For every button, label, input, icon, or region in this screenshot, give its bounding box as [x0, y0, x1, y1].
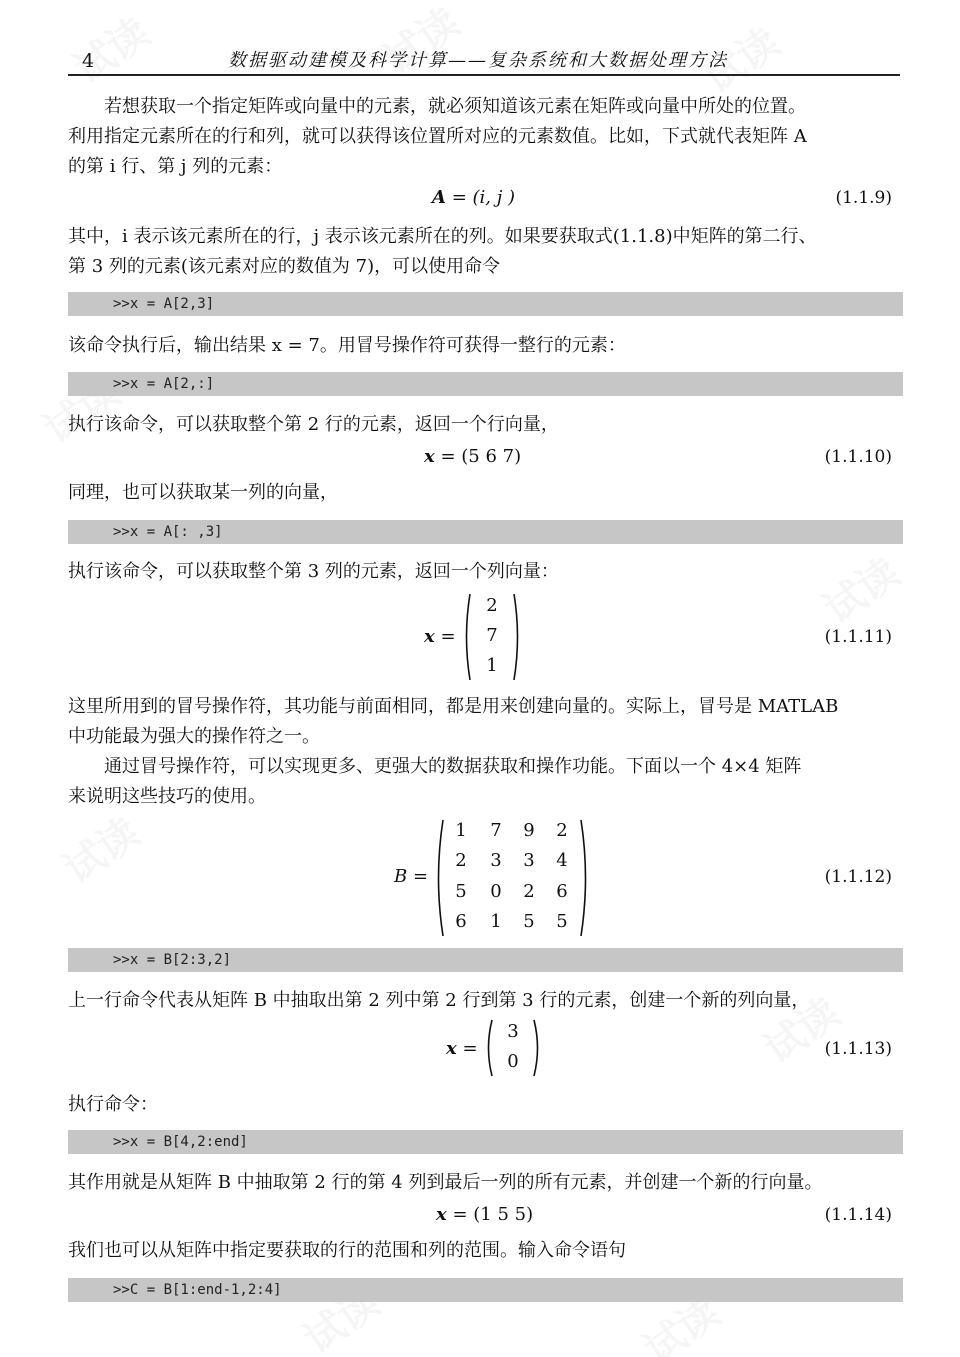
code-text: >>x = B[4,2:end]	[113, 1134, 248, 1150]
code-text: >>C = B[1:end-1,2:4]	[113, 1282, 282, 1298]
paragraph-line: 我们也可以从矩阵中指定要获取的行的范围和列的范围。输入命令语句	[68, 1240, 626, 1261]
column-vector	[484, 1018, 542, 1078]
equation-number: (1.1.13)	[824, 1039, 892, 1059]
matrix-b	[434, 818, 590, 938]
matrix-cell: 3	[523, 850, 535, 871]
eq-lhs: x	[446, 1038, 457, 1059]
equation	[432, 183, 515, 213]
matrix-cell: 5	[455, 881, 467, 902]
matrix-cell: 0	[507, 1051, 519, 1072]
eq-lhs: B	[394, 866, 408, 887]
code-block	[68, 1278, 903, 1302]
paragraph-line: 通过冒号操作符，可以实现更多、更强大的数据获取和操作功能。下面以一个 4×4 矩阵	[104, 756, 802, 777]
eq-rhs: = (i, j )	[451, 187, 516, 208]
code-text: >>x = A[2,:]	[113, 376, 215, 392]
matrix-cell: 2	[556, 820, 568, 841]
column-vector	[462, 592, 522, 682]
code-block	[68, 292, 903, 316]
matrix-cell: 1	[486, 655, 498, 676]
paragraph-line: 其作用就是从矩阵 B 中抽取第 2 行的第 4 列到最后一列的所有元素，并创建一个新的行向量。	[68, 1172, 823, 1193]
watermark-text	[51, 802, 149, 895]
matrix-cell: 1	[455, 820, 467, 841]
eq-rhs: = (1 5 5)	[452, 1204, 534, 1225]
paragraph-line: 第 3 列的元素(该元素对应的数值为 7)，可以使用命令	[68, 256, 501, 277]
paragraph-line: 的第 i 行、第 j 列的元素：	[68, 156, 283, 177]
matrix-cell: 9	[523, 820, 535, 841]
eq-equals: =	[462, 1038, 478, 1059]
code-block	[68, 520, 903, 544]
paragraph-line: 同理，也可以获取某一列的向量，	[68, 482, 338, 503]
paragraph-line: 中功能最为强大的操作符之一。	[68, 726, 320, 747]
header-rule	[68, 74, 900, 76]
paragraph-line: 利用指定元素所在的行和列，就可以获得该位置所对应的元素数值。比如，下式就代表矩阵 A	[68, 126, 807, 147]
paragraph-line: 其中，i 表示该元素所在的行，j 表示该元素所在的列。如果要获取式(1.1.8)中矩阵的第二行、	[68, 226, 817, 247]
equation-number: (1.1.12)	[824, 867, 892, 887]
equation	[436, 1200, 533, 1230]
matrix-cell: 2	[523, 881, 535, 902]
equation-number: (1.1.10)	[824, 447, 892, 467]
matrix-cell: 2	[455, 850, 467, 871]
paragraph-line: 执行命令：	[68, 1094, 158, 1115]
matrix-cell: 6	[455, 911, 467, 932]
matrix-cell: 3	[507, 1021, 519, 1042]
matrix-cell: 6	[556, 881, 568, 902]
equation-lhs	[394, 862, 428, 892]
running-header	[68, 46, 900, 74]
matrix-cell: 0	[490, 881, 502, 902]
watermark-text	[811, 542, 909, 635]
equation	[424, 442, 521, 472]
eq-lhs: A	[432, 187, 446, 208]
paragraph-line: 上一行命令代表从矩阵 B 中抽取出第 2 列中第 2 行到第 3 行的元素，创建一个新的列向量，	[68, 990, 810, 1011]
equation-lhs	[446, 1034, 478, 1064]
matrix-cell: 3	[490, 850, 502, 871]
paragraph-line: 这里所用到的冒号操作符，其功能与前面相同，都是用来创建向量的。实际上，冒号是 MATLAB	[68, 696, 839, 717]
paragraph-line: 若想获取一个指定矩阵或向量中的元素，就必须知道该元素在矩阵或向量中所处的位置。	[104, 96, 806, 117]
eq-equals: =	[440, 626, 456, 647]
page-number: 4	[82, 50, 95, 72]
paragraph-line: 执行该命令，可以获取整个第 3 列的元素，返回一个列向量：	[68, 561, 559, 582]
matrix-cell: 7	[486, 625, 498, 646]
eq-lhs: x	[424, 626, 435, 647]
paragraph-line: 来说明这些技巧的使用。	[68, 786, 266, 807]
eq-lhs: x	[424, 446, 435, 467]
matrix-cell: 7	[490, 820, 502, 841]
code-text: >>x = B[2:3,2]	[113, 952, 232, 968]
paragraph-line: 执行该命令，可以获取整个第 2 行的元素，返回一个行向量，	[68, 414, 559, 435]
equation-number: (1.1.9)	[835, 188, 892, 208]
code-block	[68, 948, 903, 972]
book-title: 数据驱动建模及科学计算——复杂系统和大数据处理方法	[228, 50, 728, 71]
matrix-cell: 1	[490, 911, 502, 932]
matrix-cell: 2	[486, 595, 498, 616]
matrix-cell: 5	[556, 911, 568, 932]
equation-lhs	[424, 622, 456, 652]
code-block	[68, 372, 903, 396]
eq-lhs: x	[436, 1204, 447, 1225]
equation-number: (1.1.11)	[824, 627, 892, 647]
code-block	[68, 1130, 903, 1154]
paragraph-line: 该命令执行后，输出结果 x = 7。用冒号操作符可获得一整行的元素：	[68, 335, 626, 356]
eq-rhs: = (5 6 7)	[440, 446, 522, 467]
matrix-cell: 4	[556, 850, 568, 871]
eq-equals: =	[412, 866, 429, 887]
code-text: >>x = A[: ,3]	[113, 524, 223, 540]
code-text: >>x = A[2,3]	[113, 296, 215, 312]
matrix-cell: 5	[523, 911, 535, 932]
equation-number: (1.1.14)	[824, 1205, 892, 1225]
